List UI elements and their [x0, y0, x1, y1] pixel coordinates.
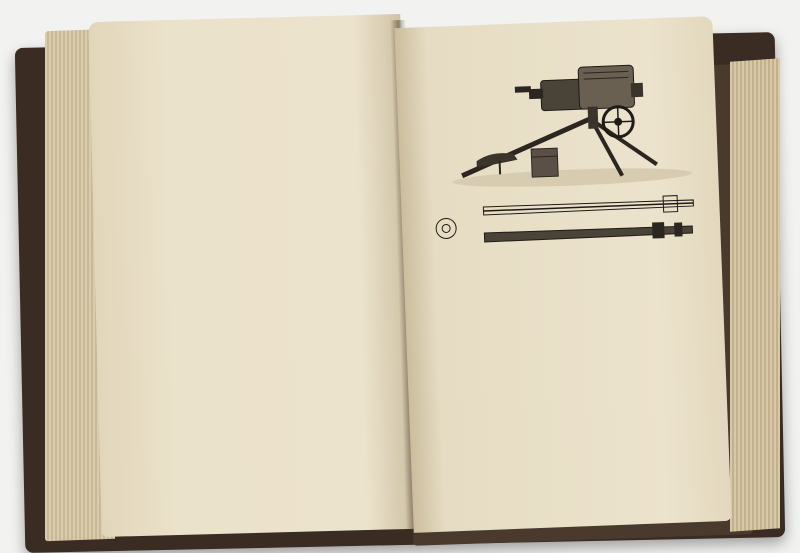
right-page-content [417, 29, 705, 265]
left-page [88, 14, 413, 537]
right-page [394, 16, 731, 533]
left-paragraphs-after [107, 30, 383, 37]
specs-title [107, 30, 383, 37]
page-edges-right [730, 58, 780, 531]
left-paragraphs-before [107, 30, 383, 37]
figure-342-machine-gun [417, 35, 703, 196]
left-page-content [107, 26, 383, 37]
running-head-left [107, 26, 383, 33]
specs-table [107, 30, 383, 37]
machine-gun-illustration [417, 35, 703, 196]
barrel-illustration [423, 189, 705, 262]
section-heading-dreyse [107, 30, 383, 37]
figure-343-barrel [423, 189, 705, 262]
